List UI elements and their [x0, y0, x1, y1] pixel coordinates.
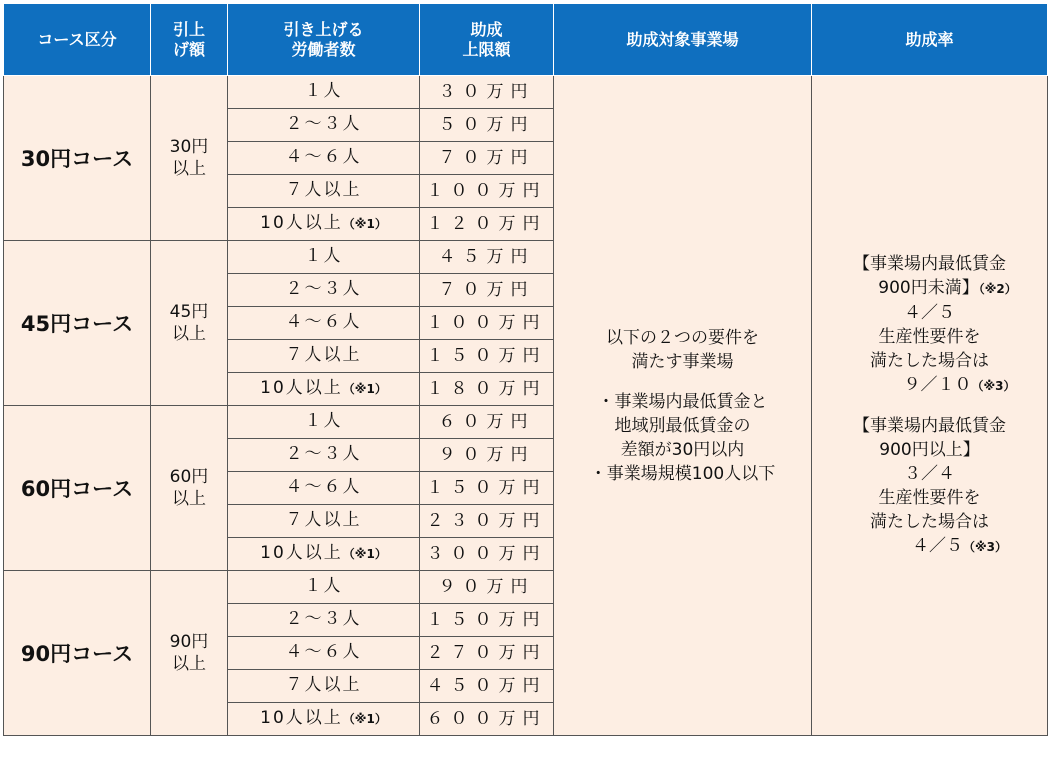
cap-amount: ７０万円 [420, 274, 554, 307]
raise-amount: 60円 以上 [151, 406, 228, 571]
header-raise: 引上 げ額 [151, 4, 228, 76]
table-header [4, 4, 1048, 76]
header-cap: 助成 上限額 [420, 4, 554, 76]
header-rate: 助成率 [812, 4, 1048, 76]
worker-count: １人 [228, 406, 420, 439]
course-name: 30円コース [4, 76, 151, 241]
cap-amount: ３０万円 [420, 76, 554, 109]
worker-count: ４～６人 [228, 637, 420, 670]
header-course: コース区分 [4, 4, 151, 76]
course-name: 90円コース [4, 571, 151, 736]
worker-count: １人 [228, 571, 420, 604]
worker-count: ７人以上 [228, 175, 420, 208]
target-requirements: 以下の２つの要件を 満たす事業場 ・事業場内最低賃金と 地域別最低賃金の 差額が30円以内 ・事業場規模100人以下 [554, 76, 812, 736]
cap-amount: ２７０万円 [420, 637, 554, 670]
worker-count: ７人以上 [228, 340, 420, 373]
cap-amount: ４５万円 [420, 241, 554, 274]
raise-amount: 90円 以上 [151, 571, 228, 736]
worker-count: ２～３人 [228, 604, 420, 637]
table-body [4, 76, 1048, 736]
subsidy-rate: 【事業場内最低賃金 900円未満】（※2） ４／５ 生産性要件を 満たした場合は ９／１０（※3） 【事業場内最低賃金 900円以上】 ３／４ 生産性要件を 満たした場合は ４／５（※3） [812, 76, 1048, 736]
cap-amount: ６０万円 [420, 406, 554, 439]
worker-count: １人 [228, 76, 420, 109]
cap-amount: １５０万円 [420, 340, 554, 373]
worker-count: ４～６人 [228, 472, 420, 505]
cap-amount: １００万円 [420, 307, 554, 340]
worker-count: ７人以上 [228, 505, 420, 538]
header-workers: 引き上げる 労働者数 [228, 4, 420, 76]
worker-count: ７人以上 [228, 670, 420, 703]
worker-count: １人 [228, 241, 420, 274]
worker-count: 10人以上（※1） [228, 208, 420, 241]
worker-count: ２～３人 [228, 274, 420, 307]
cap-amount: ７０万円 [420, 142, 554, 175]
header-row [4, 4, 1048, 76]
course-name: 60円コース [4, 406, 151, 571]
table-row [4, 76, 1048, 109]
cap-amount: ５０万円 [420, 109, 554, 142]
worker-count: 10人以上（※1） [228, 538, 420, 571]
cap-amount: ４５０万円 [420, 670, 554, 703]
cap-amount: １５０万円 [420, 604, 554, 637]
course-name: 45円コース [4, 241, 151, 406]
cap-amount: ３００万円 [420, 538, 554, 571]
subsidy-table [3, 3, 1048, 736]
raise-amount: 45円 以上 [151, 241, 228, 406]
worker-count: 10人以上（※1） [228, 703, 420, 736]
cap-amount: ６００万円 [420, 703, 554, 736]
worker-count: ２～３人 [228, 439, 420, 472]
worker-count: ４～６人 [228, 307, 420, 340]
cap-amount: １８０万円 [420, 373, 554, 406]
worker-count: ４～６人 [228, 142, 420, 175]
worker-count: ２～３人 [228, 109, 420, 142]
cap-amount: １５０万円 [420, 472, 554, 505]
cap-amount: ９０万円 [420, 571, 554, 604]
cap-amount: ９０万円 [420, 439, 554, 472]
raise-amount: 30円 以上 [151, 76, 228, 241]
header-target: 助成対象事業場 [554, 4, 812, 76]
cap-amount: １００万円 [420, 175, 554, 208]
worker-count: 10人以上（※1） [228, 373, 420, 406]
cap-amount: ２３０万円 [420, 505, 554, 538]
cap-amount: １２０万円 [420, 208, 554, 241]
